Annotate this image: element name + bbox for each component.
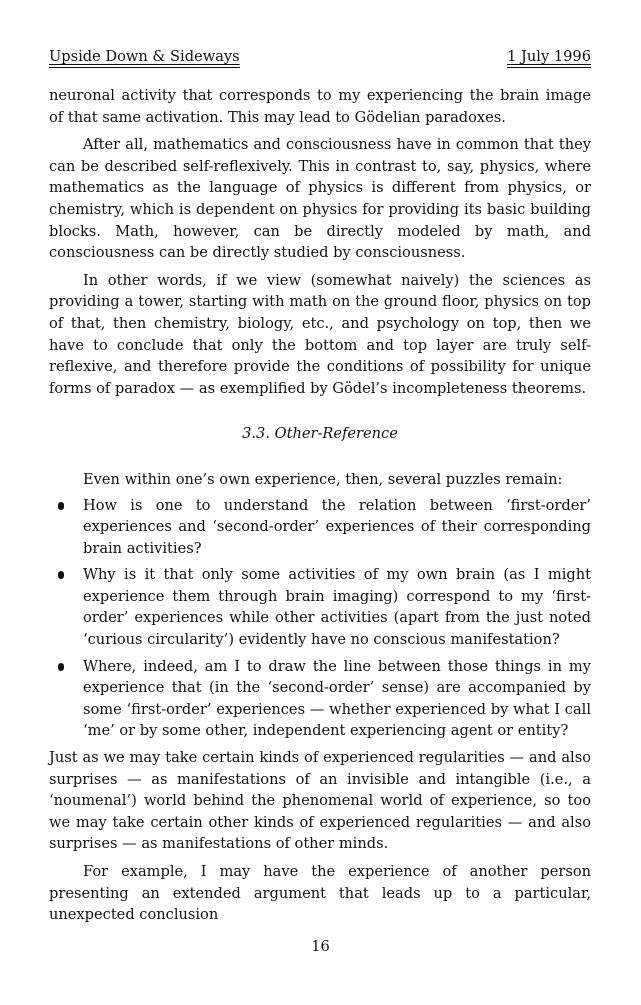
paragraph-continuation: neuronal activity that corresponds to my experiencing the brain image of that same activation. This may lead to Gödelian paradoxes. — [49, 87, 591, 126]
header-date: 1 July 1996 — [507, 48, 591, 68]
page-number: 16 — [311, 938, 330, 955]
paragraph-other-minds: Just as we may take certain kinds of experienced regularities — and also surprises — as manifestations of an invisible and intangible (i.e., a ‘noumenal’) world behind the phenomenal world of experience, so too we may take certain other kinds of experienced regularities — and also surprises — as manifestations of other minds. — [49, 749, 591, 853]
list-item — [49, 656, 591, 742]
list-item — [49, 564, 591, 650]
puzzle-list — [49, 495, 591, 743]
list-item-text: How is one to understand the relation between ‘first-order’ experiences and ‘second-order’ experiences of their corresponding brain activities? — [83, 496, 591, 557]
bullet-icon — [58, 571, 64, 579]
bullet-icon — [58, 502, 64, 510]
paragraph-tower-of-sciences: In other words, if we view (somewhat naively) the sciences as providing a tower, starting with math on the ground floor, physics on top of that, then chemistry, biology, etc., and psychology on top, then we have to conclude that only the bottom and top layer are truly self-reflexive, and therefore provide the conditions of possibility for unique forms of paradox — as exemplified by Gödel’s incompleteness theorems. — [49, 271, 591, 397]
document-page — [49, 44, 591, 926]
paragraph-example: For example, I may have the experience of another person presenting an extended argument that leads up to a particular, unexpected conclusion — [49, 863, 591, 924]
header-title: Upside Down & Sideways — [49, 48, 240, 68]
running-header — [49, 44, 591, 68]
list-item-text: Why is it that only some activities of my own brain (as I might experience them through brain imaging) correspond to my ‘first-order’ experiences while other activities (apart from the just noted ‘curious circularity’) evidently have no conscious manifestation? — [83, 566, 591, 649]
list-item — [49, 495, 591, 560]
paragraph-math-consciousness: After all, mathematics and consciousness have in common that they can be described self-reflexively. This in contrast to, say, physics, where mathematics as the language of physics is different from physics, or chemistry, which is dependent on physics for providing its basic building blocks. Math, however, can be directly modeled by math, and consciousness can be directly studied by consciousness. — [49, 136, 591, 262]
bullet-icon — [58, 663, 64, 671]
list-item-text: Where, indeed, am I to draw the line between those things in my experience that (in the ‘second-order’ sense) are accompanied by some ‘first-order’ experiences — whether experienced by what I call ‘me’ or by some other, independent experiencing agent or entity? — [83, 657, 591, 740]
section-heading: 3.3. Other-Reference — [242, 425, 398, 443]
paragraph-intro: Even within one’s own experience, then, several puzzles remain: — [83, 470, 563, 488]
